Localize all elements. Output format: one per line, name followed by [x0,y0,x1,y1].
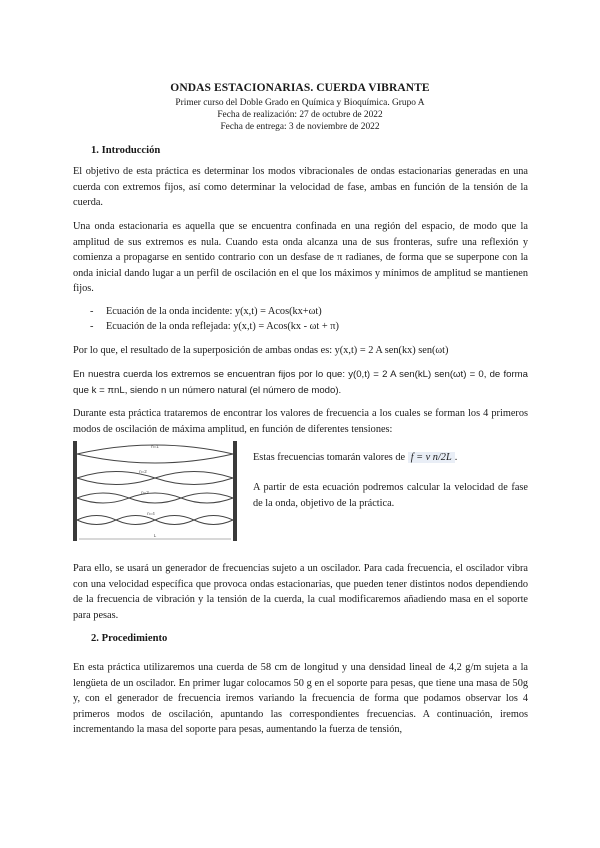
bullet-reflected-text: Ecuación de la onda reflejada: y(x,t) = Acos(kx - ωt + π) [106,321,339,332]
course-line: Primer curso del Doble Grado en Química y Bioquímica. Grupo A [175,98,425,108]
mode-4-label: n=4 [147,511,155,516]
intro-paragraph-1: El objetivo de esta práctica es determinar los modos vibracionales de ondas estacionarias generadas en una cuerda con extremos fijos, así como determinar la velocidad de fase, ambas en función de la tensión de la cuerda. [73,166,528,209]
standing-waves-figure [71,438,239,550]
right-fixed-end [233,441,237,541]
date-due: Fecha de entrega: 3 de noviembre de 2022 [220,122,380,132]
intro-paragraph-2: Una onda estacionaria es aquella que se encuentra confinada en una región del espacio, de modo que la amplitud de sus extremos es nula. Cuando esta onda alcanza una de sus fronteras, sufre una reflexión y comienza a propagarse en sentido contrario con un desfase de π radianes, de forma que se superpone con la onda inicial dando lugar a un perfil de oscilación en el que los máximos y mínimos de amplitud se mantienen fijos. [73,221,528,295]
procedure-paragraph: En esta práctica utilizaremos una cuerda de 58 cm de longitud y una densidad lineal de 4,2 g/m sujeta a la lengüeta de un oscilador. En primer lugar colocamos 50 g en el soporte para pesas, que tiene una masa de 50g y, con el generador de frecuencia iremos variando la frecuencia de forma que podamos observar los 4 primeros modos de oscilación, apuntando las correspondientes frecuencias. A continuación, iremos incrementando la masa del soporte para pesas, aumentando la fuerza de tensión, [73,662,528,736]
frequency-formula: f = v n/2L [408,452,455,463]
modes-paragraph: Durante esta práctica trataremos de encontrar los valores de frecuencia a los cuales se forman los 4 primeros modos de oscilación de máxima amplitud, en función de diferentes tensiones: [73,408,528,435]
bullet-incident: - Ecuación de la onda incidente: y(x,t) = Acos(kx+ωt) [90,306,322,317]
mode-2-label: n=2 [139,469,147,474]
bullet-reflected: - Ecuación de la onda reflejada: y(x,t) = Acos(kx - ωt + π) [90,321,339,332]
mode-1-label: n=1 [151,444,159,449]
section-1-heading: 1. Introducción [91,145,161,156]
section-2-heading: 2. Procedimiento [91,633,168,644]
frequency-text: Estas frecuencias tomarán valores de [253,452,406,463]
bullet-incident-text: Ecuación de la onda incidente: y(x,t) = Acos(kx+ωt) [106,306,322,317]
mode-3-label: n=3 [141,490,149,495]
length-label: L [153,533,157,538]
left-fixed-end [73,441,77,541]
document-title: ONDAS ESTACIONARIAS. CUERDA VIBRANTE [170,82,430,94]
phase-velocity-paragraph: A partir de esta ecuación podremos calcular la velocidad de fase de la onda, objetivo de la práctica. [253,482,528,509]
date-done: Fecha de realización: 27 de octubre de 2022 [217,110,383,120]
boundary-paragraph: En nuestra cuerda los extremos se encuentran fijos por lo que: y(0,t) = 2 A sen(kL) sen(ωt) = 0, de forma que k = πnL, siendo n un número natural (el número de modo). [73,369,528,396]
procedure-intro-paragraph: Para ello, se usará un generador de frecuencias sujeto a un oscilador. Para cada frecuencia, el oscilador vibra con una velocidad específica que provoca ondas estacionarias, que pueden tener distintos nodos dependiendo de la frecuencia de vibración y la tensión de la cuerda, la cual modificaremos añadiendo masa en el soporte para pesas. [73,563,528,621]
frequency-line: Estas frecuencias tomarán valores de f = v n/2L . [253,452,458,463]
superposition-line: Por lo que, el resultado de la superposición de ambas ondas es: y(x,t) = 2 A sen(kx) sen(ωt) [73,345,449,356]
